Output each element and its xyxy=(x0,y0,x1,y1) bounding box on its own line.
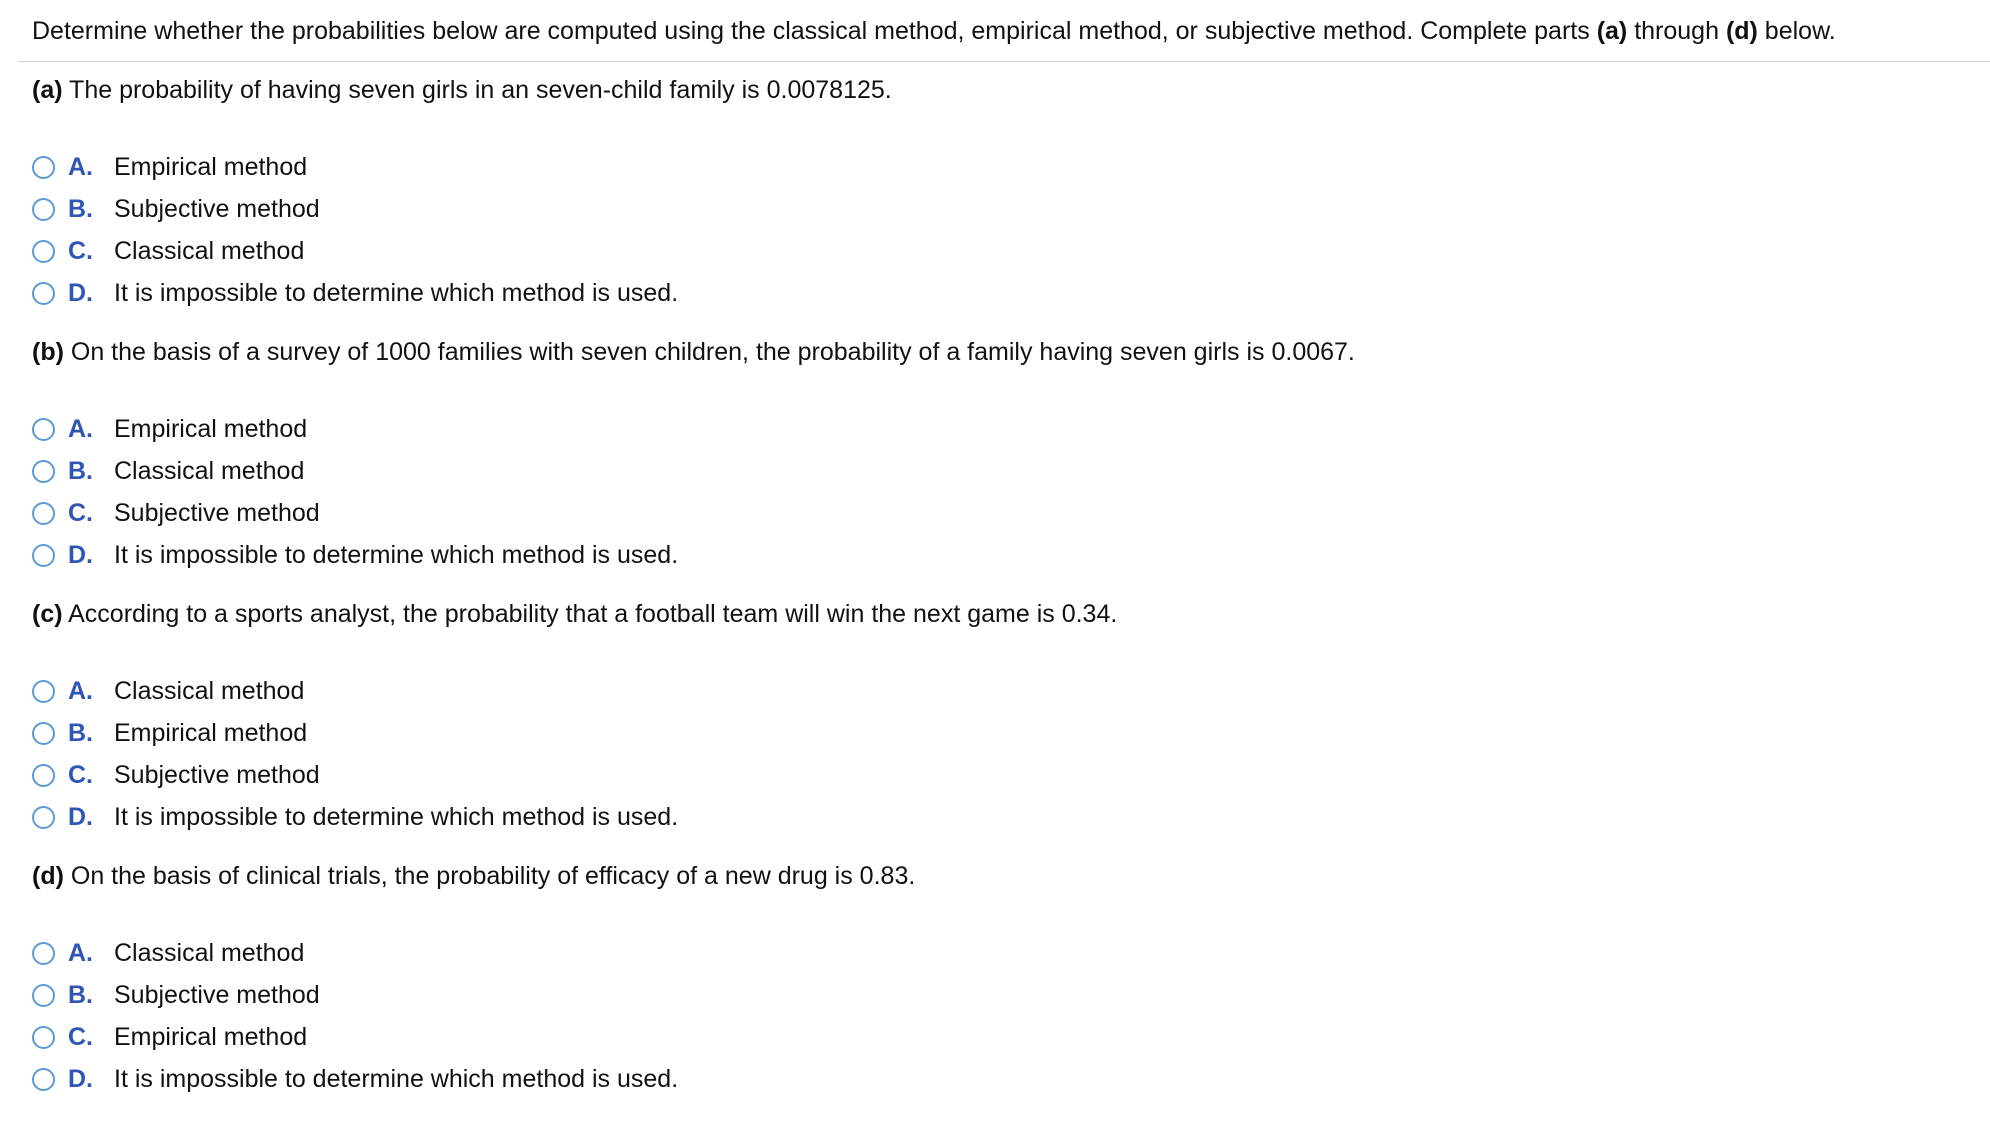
part-label-a: (a) xyxy=(32,76,63,104)
option-label: Subjective method xyxy=(114,760,320,789)
question-b-text: On the basis of a survey of 1000 families with seven children, the probability of a family having seven girls is 0.0067. xyxy=(63,338,1355,366)
radio-button[interactable] xyxy=(32,806,55,829)
option-b-d[interactable] xyxy=(32,535,678,575)
radio-button[interactable] xyxy=(32,156,55,179)
option-letter: B. xyxy=(68,980,93,1009)
radio-button[interactable] xyxy=(32,240,55,263)
option-label: It is impossible to determine which method is used. xyxy=(114,1064,679,1093)
option-label: Subjective method xyxy=(114,498,320,527)
option-label: Classical method xyxy=(114,456,305,485)
option-c-d[interactable] xyxy=(32,797,678,837)
question-d xyxy=(32,859,915,893)
option-c-c[interactable] xyxy=(32,755,320,795)
radio-button[interactable] xyxy=(32,502,55,525)
radio-button[interactable] xyxy=(32,198,55,221)
option-letter: C. xyxy=(68,236,93,265)
divider xyxy=(18,61,1990,62)
option-letter: B. xyxy=(68,718,93,747)
option-d-c[interactable] xyxy=(32,1017,307,1057)
option-letter: D. xyxy=(68,1064,93,1093)
question-b xyxy=(32,335,1355,369)
option-c-b[interactable] xyxy=(32,713,307,753)
option-letter: D. xyxy=(68,540,93,569)
option-a-b[interactable] xyxy=(32,189,320,229)
radio-button[interactable] xyxy=(32,1026,55,1049)
radio-button[interactable] xyxy=(32,680,55,703)
option-label: Classical method xyxy=(114,938,305,967)
option-label: Classical method xyxy=(114,676,305,705)
option-label: Subjective method xyxy=(114,194,320,223)
option-label: Subjective method xyxy=(114,980,320,1009)
option-letter: B. xyxy=(68,194,93,223)
question-d-text: On the basis of clinical trials, the probability of efficacy of a new drug is 0.83. xyxy=(63,862,916,890)
option-letter: B. xyxy=(68,456,93,485)
question-a-text: The probability of having seven girls in an seven-child family is 0.0078125. xyxy=(62,76,892,104)
radio-button[interactable] xyxy=(32,282,55,305)
radio-button[interactable] xyxy=(32,722,55,745)
option-letter: A. xyxy=(68,152,93,181)
option-letter: C. xyxy=(68,760,93,789)
option-letter: C. xyxy=(68,498,93,527)
radio-button[interactable] xyxy=(32,984,55,1007)
option-letter: D. xyxy=(68,278,93,307)
radio-button[interactable] xyxy=(32,418,55,441)
instructions-through: through xyxy=(1627,17,1726,45)
instructions-part-d: (d) xyxy=(1725,17,1758,45)
option-b-b[interactable] xyxy=(32,451,304,491)
option-d-b[interactable] xyxy=(32,975,320,1015)
option-label: Empirical method xyxy=(114,1022,308,1051)
option-letter: D. xyxy=(68,802,93,831)
option-letter: A. xyxy=(68,676,93,705)
option-b-c[interactable] xyxy=(32,493,320,533)
option-d-a[interactable] xyxy=(32,933,304,973)
option-b-a[interactable] xyxy=(32,409,307,449)
instructions-part-a: (a) xyxy=(1596,17,1628,45)
option-label: Empirical method xyxy=(114,718,308,747)
option-label: It is impossible to determine which method is used. xyxy=(114,278,679,307)
instructions-text: Determine whether the probabilities below are computed using the classical method, empirical method, or subjective method. Complete parts xyxy=(32,17,1597,45)
question-c xyxy=(32,597,1117,631)
option-a-a[interactable] xyxy=(32,147,307,187)
question-a xyxy=(32,73,892,107)
option-letter: A. xyxy=(68,414,93,443)
radio-button[interactable] xyxy=(32,544,55,567)
option-letter: A. xyxy=(68,938,93,967)
instructions-end: below. xyxy=(1757,17,1836,45)
option-label: It is impossible to determine which method is used. xyxy=(114,802,679,831)
option-label: Classical method xyxy=(114,236,305,265)
radio-button[interactable] xyxy=(32,942,55,965)
radio-button[interactable] xyxy=(32,764,55,787)
radio-button[interactable] xyxy=(32,460,55,483)
option-label: Empirical method xyxy=(114,152,308,181)
option-c-a[interactable] xyxy=(32,671,304,711)
option-letter: C. xyxy=(68,1022,93,1051)
option-label: Empirical method xyxy=(114,414,308,443)
part-label-d: (d) xyxy=(32,862,64,890)
option-d-d[interactable] xyxy=(32,1059,678,1099)
option-a-c[interactable] xyxy=(32,231,304,271)
radio-button[interactable] xyxy=(32,1068,55,1091)
question-c-text: According to a sports analyst, the probability that a football team will win the next game is 0.34. xyxy=(62,600,1118,628)
option-a-d[interactable] xyxy=(32,273,678,313)
option-label: It is impossible to determine which method is used. xyxy=(114,540,679,569)
part-label-c: (c) xyxy=(32,600,63,628)
instructions xyxy=(32,14,1836,48)
part-label-b: (b) xyxy=(32,338,64,366)
